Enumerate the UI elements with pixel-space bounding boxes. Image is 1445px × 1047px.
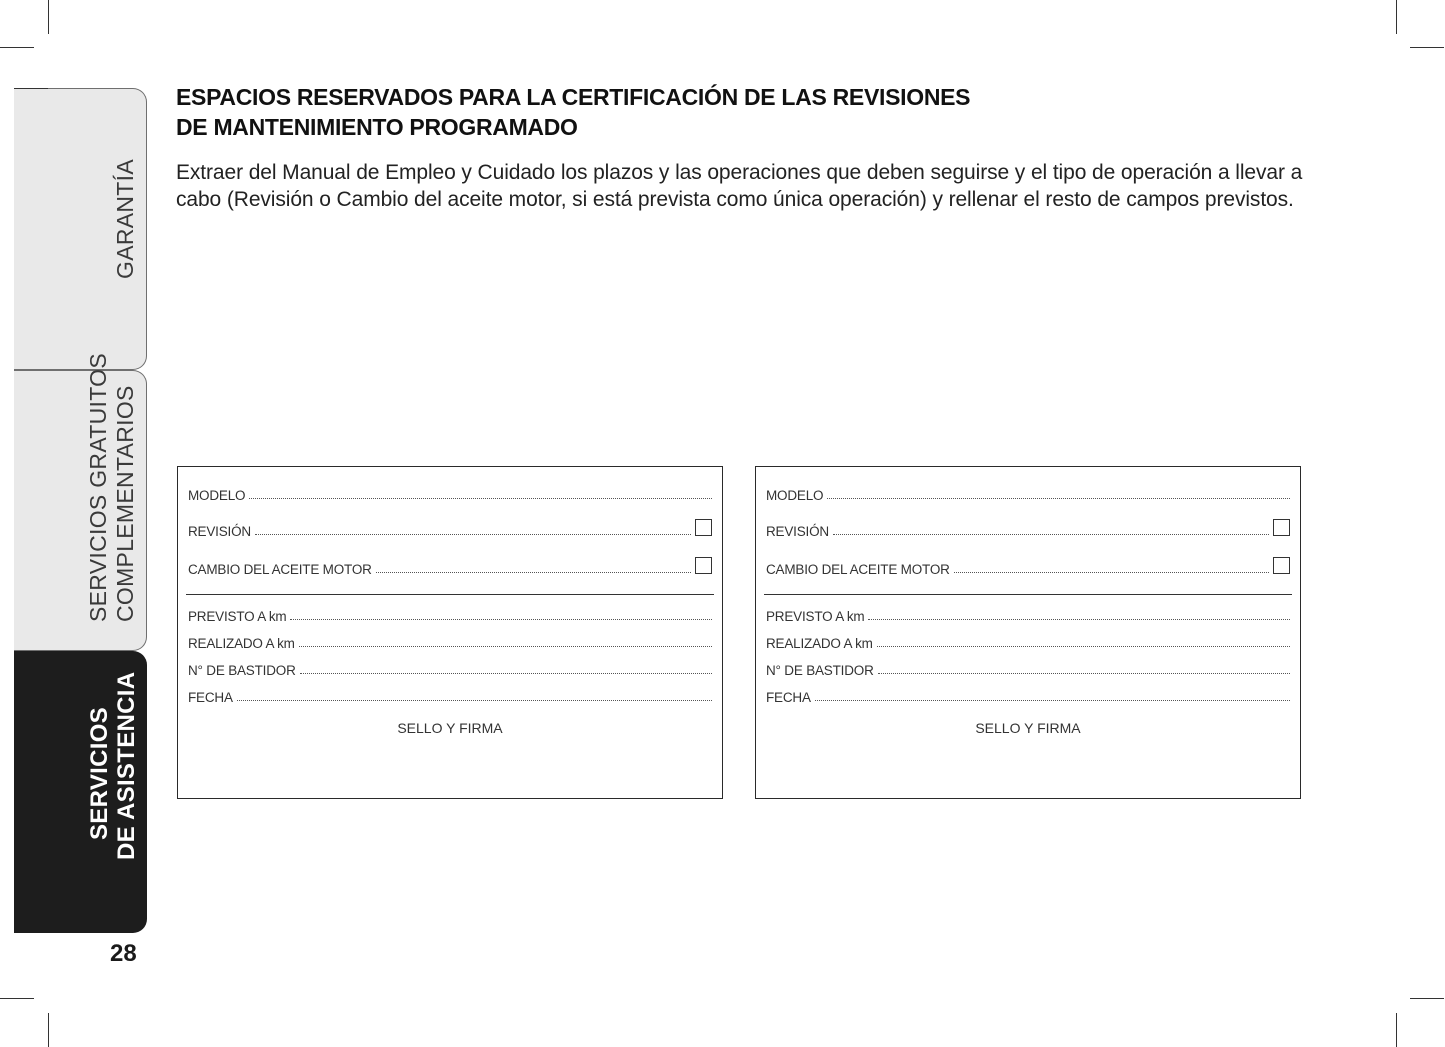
modelo-label: MODELO	[766, 488, 824, 503]
certification-card	[177, 466, 723, 799]
fill-line	[237, 699, 712, 701]
fecha-field[interactable]	[188, 687, 712, 705]
revision-checkbox[interactable]	[695, 519, 712, 536]
page-title-line: DE MANTENIMIENTO PROGRAMADO	[176, 114, 578, 140]
crop-mark	[1396, 1013, 1397, 1047]
fill-line	[300, 672, 712, 674]
revision-label: REVISIÓN	[766, 524, 829, 539]
modelo-field[interactable]	[766, 485, 1290, 503]
fill-line	[827, 497, 1290, 499]
revision-field	[766, 521, 1290, 539]
fill-line	[290, 618, 712, 620]
cambio-aceite-checkbox[interactable]	[695, 557, 712, 574]
crop-mark	[0, 998, 34, 999]
bastidor-label: N° DE BASTIDOR	[766, 663, 874, 678]
fill-line	[877, 645, 1290, 647]
crop-mark	[1396, 0, 1397, 34]
modelo-field[interactable]	[188, 485, 712, 503]
crop-mark	[48, 0, 49, 34]
realizado-field[interactable]	[188, 633, 712, 651]
fill-line	[878, 672, 1290, 674]
side-tab-label: SERVICIOS DE ASISTENCIA	[86, 671, 140, 860]
modelo-label: MODELO	[188, 488, 246, 503]
fill-line	[815, 699, 1290, 701]
cambio-aceite-checkbox[interactable]	[1273, 557, 1290, 574]
side-tab-garantia[interactable]	[14, 88, 147, 370]
fecha-label: FECHA	[766, 690, 811, 705]
divider	[186, 594, 714, 595]
intro-paragraph: Extraer del Manual de Empleo y Cuidado los plazos y las operaciones que deben seguirse y el tipo de operación a llevar a cabo (Revisión o Cambio del aceite motor, si está prevista como única operación) y rellenar el resto de campos previstos.	[176, 161, 1303, 211]
bastidor-field[interactable]	[766, 660, 1290, 678]
stamp-signature-label: SELLO Y FIRMA	[397, 720, 503, 736]
fill-line	[833, 533, 1269, 535]
fill-line	[954, 571, 1269, 573]
divider	[764, 594, 1292, 595]
crop-mark	[0, 47, 34, 48]
certification-card	[755, 466, 1301, 799]
tab-divider	[14, 88, 48, 89]
fill-line	[299, 645, 712, 647]
revision-field	[188, 521, 712, 539]
fill-line	[249, 497, 712, 499]
side-tab-label: GARANTÍA	[112, 159, 138, 279]
cambio-aceite-label: CAMBIO DEL ACEITE MOTOR	[188, 562, 372, 577]
bastidor-label: N° DE BASTIDOR	[188, 663, 296, 678]
stamp-signature-label: SELLO Y FIRMA	[975, 720, 1081, 736]
revision-label: REVISIÓN	[188, 524, 251, 539]
fecha-field[interactable]	[766, 687, 1290, 705]
page-number: 28	[110, 940, 137, 967]
cambio-aceite-label: CAMBIO DEL ACEITE MOTOR	[766, 562, 950, 577]
fill-line	[868, 618, 1290, 620]
previsto-label: PREVISTO A km	[766, 609, 865, 624]
fill-line	[376, 571, 691, 573]
revision-checkbox[interactable]	[1273, 519, 1290, 536]
page-title-line: ESPACIOS RESERVADOS PARA LA CERTIFICACIÓN DE LAS REVISIONES	[176, 84, 971, 110]
page-title	[176, 82, 1076, 142]
side-tab-servicios-asistencia[interactable]	[14, 651, 147, 933]
previsto-field[interactable]	[188, 606, 712, 624]
previsto-label: PREVISTO A km	[188, 609, 287, 624]
fecha-label: FECHA	[188, 690, 233, 705]
crop-mark	[48, 1013, 49, 1047]
realizado-label: REALIZADO A km	[188, 636, 295, 651]
cambio-aceite-field	[188, 559, 712, 577]
bastidor-field[interactable]	[188, 660, 712, 678]
realizado-field[interactable]	[766, 633, 1290, 651]
crop-mark	[1410, 47, 1444, 48]
side-tab-label: SERVICIOS GRATUITOS COMPLEMENTARIOS	[85, 353, 138, 622]
realizado-label: REALIZADO A km	[766, 636, 873, 651]
fill-line	[255, 533, 691, 535]
crop-mark	[1410, 998, 1444, 999]
previsto-field[interactable]	[766, 606, 1290, 624]
cambio-aceite-field	[766, 559, 1290, 577]
